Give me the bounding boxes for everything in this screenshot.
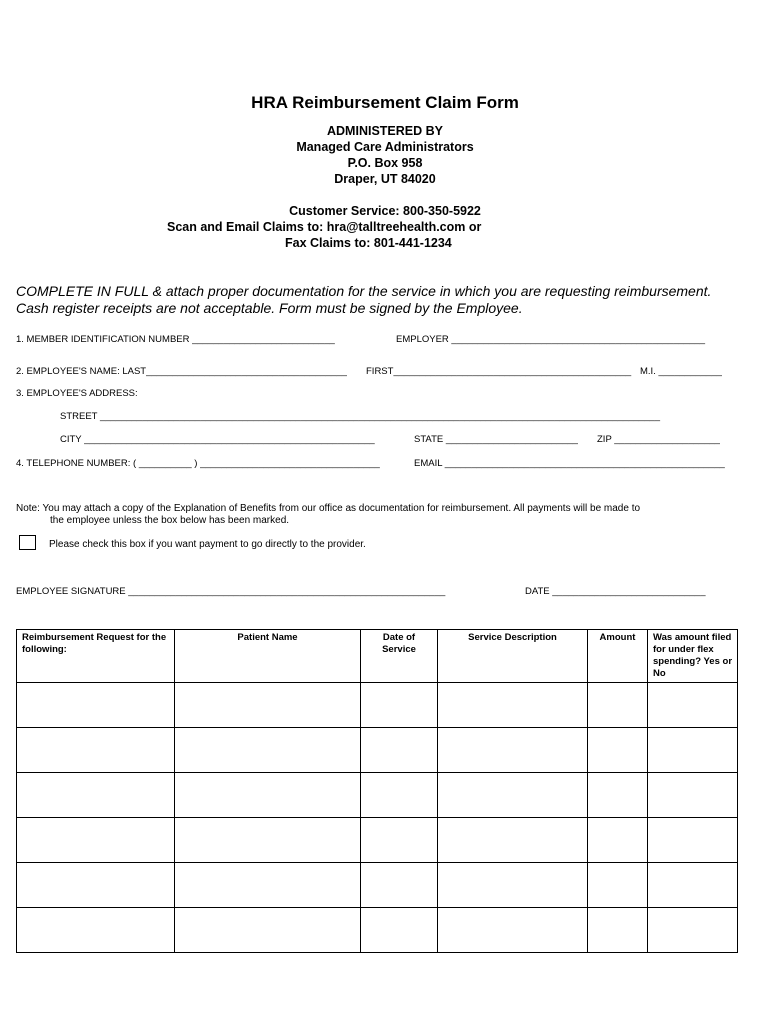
patient-name-cell[interactable] (175, 728, 361, 773)
employee-last-name-field[interactable]: 2. EMPLOYEE'S NAME: LAST______________________________________ (16, 366, 347, 377)
request-cell[interactable] (17, 773, 175, 818)
column-header-service-description: Service Description (438, 630, 588, 683)
date-of-service-cell[interactable] (361, 773, 438, 818)
email-field[interactable]: EMAIL _____________________________________________________ (414, 458, 725, 469)
flex-spending-cell[interactable] (648, 683, 738, 728)
request-cell[interactable] (17, 818, 175, 863)
request-cell[interactable] (17, 728, 175, 773)
table-row (17, 773, 738, 818)
employee-signature-field[interactable]: EMPLOYEE SIGNATURE ____________________________________________________________ (16, 586, 446, 597)
column-header-reimbursement-request: Reimbursement Request for the following: (17, 630, 175, 683)
request-cell[interactable] (17, 863, 175, 908)
instructions-line-2: Cash register receipts are not acceptable. Form must be signed by the Employee. (16, 300, 523, 316)
note-line-2: the employee unless the box below has been marked. (50, 515, 290, 526)
pay-provider-checkbox[interactable] (19, 535, 36, 550)
member-id-field[interactable]: 1. MEMBER IDENTIFICATION NUMBER ___________________________ (16, 334, 335, 345)
amount-cell[interactable] (588, 863, 648, 908)
column-header-patient-name: Patient Name (175, 630, 361, 683)
service-description-cell[interactable] (438, 908, 588, 953)
patient-name-cell[interactable] (175, 683, 361, 728)
request-cell[interactable] (17, 683, 175, 728)
date-of-service-cell[interactable] (361, 908, 438, 953)
table-row (17, 818, 738, 863)
date-field[interactable]: DATE _____________________________ (525, 586, 706, 597)
service-description-cell[interactable] (438, 728, 588, 773)
column-header-flex-spending: Was amount filed for under flex spending? Yes or No (648, 630, 738, 683)
table-header-row (17, 630, 738, 683)
state-field[interactable]: STATE _________________________ (414, 434, 578, 445)
flex-spending-cell[interactable] (648, 908, 738, 953)
administrator-po-box: P.O. Box 958 (347, 156, 423, 170)
patient-name-cell[interactable] (175, 863, 361, 908)
form-title: HRA Reimbursement Claim Form (251, 93, 519, 112)
employee-mi-field[interactable]: M.I. ____________ (640, 366, 722, 377)
administrator-city: Draper, UT 84020 (334, 172, 436, 186)
column-header-date-of-service: Date of Service (361, 630, 438, 683)
zip-field[interactable]: ZIP ____________________ (597, 434, 720, 445)
service-description-cell[interactable] (438, 818, 588, 863)
employee-first-name-field[interactable]: FIRST_____________________________________________ (366, 366, 632, 377)
flex-spending-cell[interactable] (648, 773, 738, 818)
date-of-service-cell[interactable] (361, 863, 438, 908)
flex-spending-cell[interactable] (648, 728, 738, 773)
flex-spending-cell[interactable] (648, 818, 738, 863)
street-field[interactable]: STREET __________________________________________________________________________________________________________ (60, 411, 660, 422)
amount-cell[interactable] (588, 908, 648, 953)
telephone-field[interactable]: 4. TELEPHONE NUMBER: ( __________ ) __________________________________ (16, 458, 380, 469)
date-of-service-cell[interactable] (361, 728, 438, 773)
table-row (17, 728, 738, 773)
service-description-cell[interactable] (438, 683, 588, 728)
amount-cell[interactable] (588, 683, 648, 728)
amount-cell[interactable] (588, 728, 648, 773)
customer-service-phone: Customer Service: 800-350-5922 (289, 204, 481, 218)
note-line-1: Note: You may attach a copy of the Explanation of Benefits from our office as documentation for reimbursement. All payments will be made to (16, 503, 641, 514)
date-of-service-cell[interactable] (361, 683, 438, 728)
city-field[interactable]: CITY _______________________________________________________ (60, 434, 375, 445)
instructions-line-1: COMPLETE IN FULL & attach proper documentation for the service in which you are requesting reimbursement. (16, 283, 712, 299)
fax-claims: Fax Claims to: 801-441-1234 (285, 236, 452, 250)
request-cell[interactable] (17, 908, 175, 953)
administrator-name: Managed Care Administrators (296, 140, 474, 154)
table-row (17, 908, 738, 953)
administered-by-label: ADMINISTERED BY (327, 124, 443, 138)
employee-address-label: 3. EMPLOYEE'S ADDRESS: (16, 388, 138, 399)
date-of-service-cell[interactable] (361, 818, 438, 863)
patient-name-cell[interactable] (175, 773, 361, 818)
claims-table (16, 629, 738, 953)
table-row (17, 683, 738, 728)
service-description-cell[interactable] (438, 773, 588, 818)
column-header-amount: Amount (588, 630, 648, 683)
pay-provider-label: Please check this box if you want payment to go directly to the provider. (49, 539, 366, 550)
amount-cell[interactable] (588, 818, 648, 863)
patient-name-cell[interactable] (175, 908, 361, 953)
amount-cell[interactable] (588, 773, 648, 818)
scan-email-claims: Scan and Email Claims to: hra@talltreehealth.com or (167, 220, 482, 234)
patient-name-cell[interactable] (175, 818, 361, 863)
employer-field[interactable]: EMPLOYER ________________________________________________ (396, 334, 706, 345)
service-description-cell[interactable] (438, 863, 588, 908)
flex-spending-cell[interactable] (648, 863, 738, 908)
table-row (17, 863, 738, 908)
